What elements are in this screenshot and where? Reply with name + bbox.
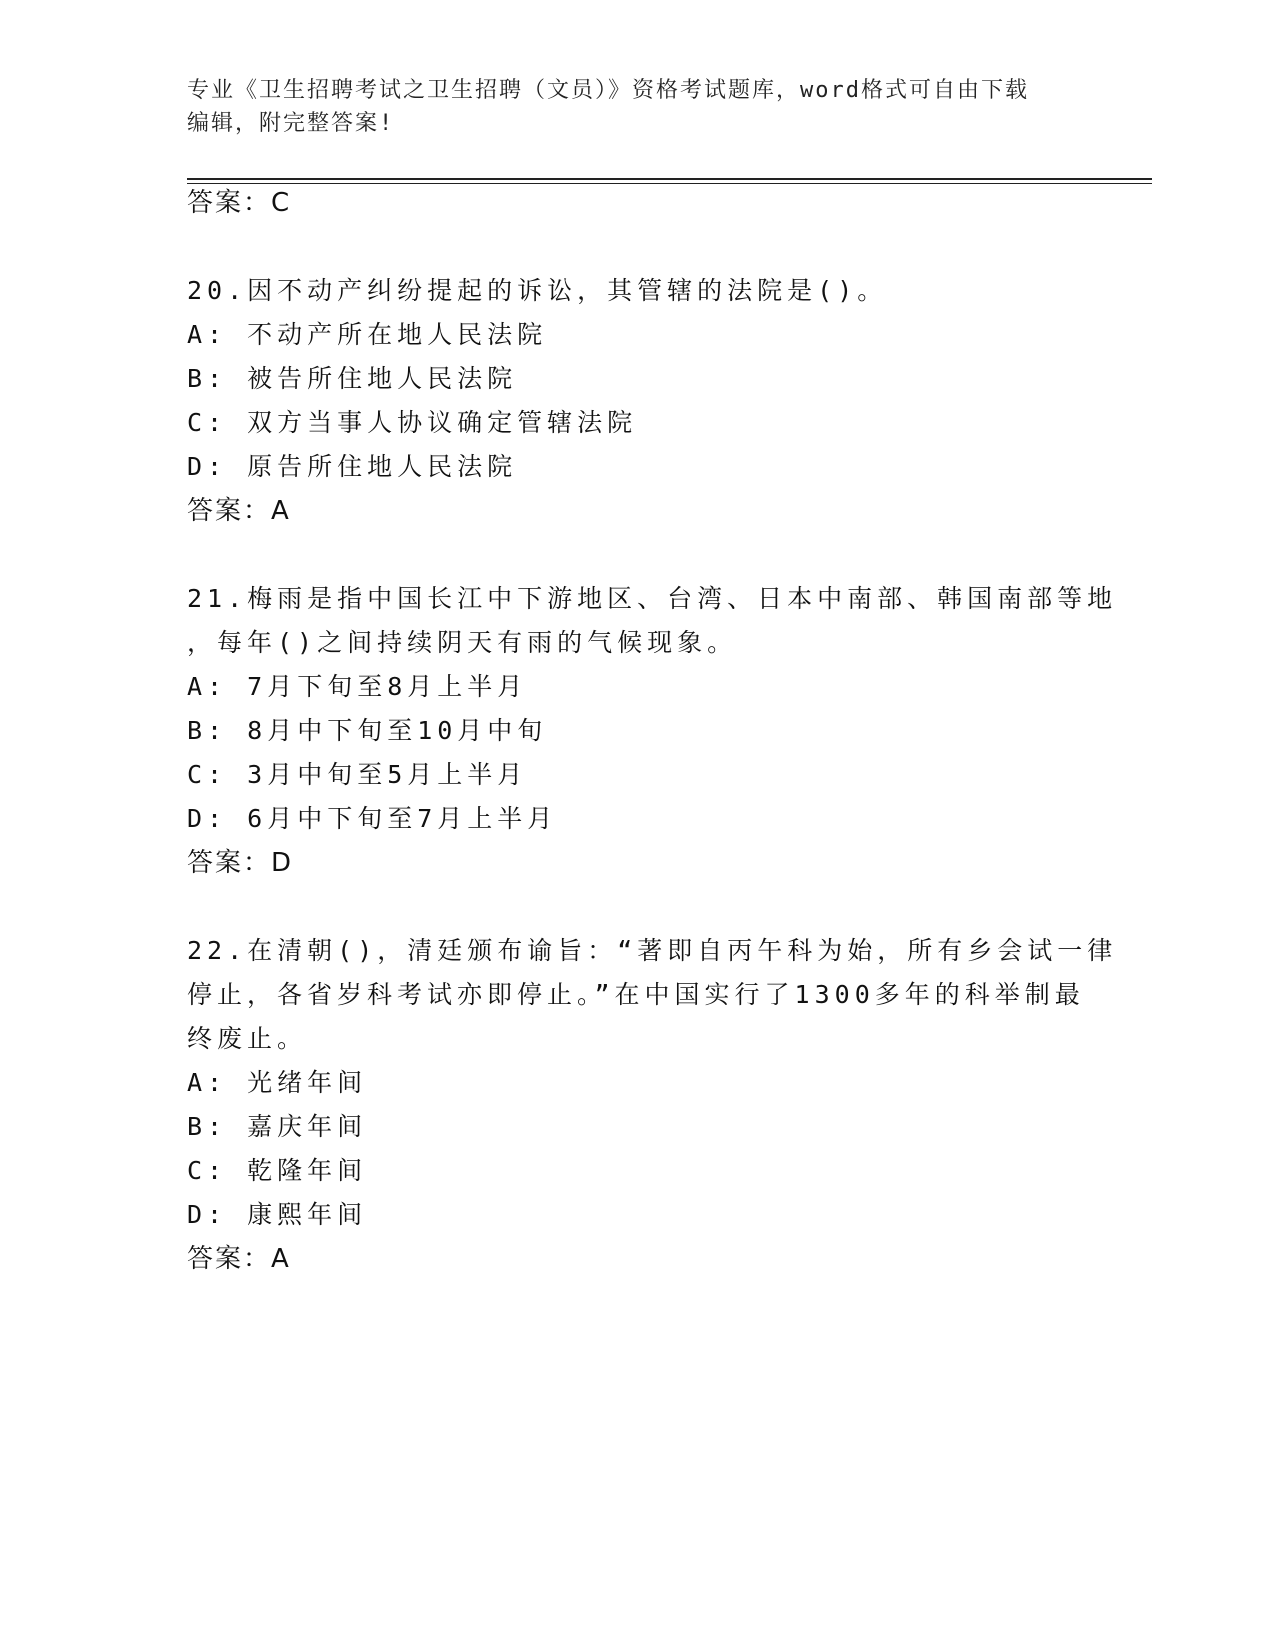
header-divider-thick (187, 178, 1152, 180)
question-22-option-b: B: 嘉庆年间 (187, 1112, 368, 1141)
question-22-option-a: A: 光绪年间 (187, 1068, 368, 1097)
question-22-option-c: C: 乾隆年间 (187, 1156, 368, 1185)
question-21-option-b: B: 8月中下旬至10月中旬 (187, 716, 548, 745)
question-22-text-line-1: 22.在清朝()，清廷颁布谕旨：“著即自丙午科为始，所有乡会试一律 (187, 936, 1118, 965)
question-22-option-d: D: 康熙年间 (187, 1200, 368, 1229)
document-header (187, 74, 1067, 140)
question-20-option-d: D: 原告所住地人民法院 (187, 452, 518, 481)
question-21-option-a: A: 7月下旬至8月上半月 (187, 672, 528, 701)
question-21-option-c: C: 3月中旬至5月上半月 (187, 760, 528, 789)
question-21-option-d: D: 6月中下旬至7月上半月 (187, 804, 558, 833)
header-divider-thin (187, 183, 1152, 184)
question-20-option-b: B: 被告所住地人民法院 (187, 364, 518, 393)
question-21-answer: 答案：D (187, 848, 294, 878)
question-20-answer: 答案：A (187, 496, 291, 526)
question-21-text-line-2: ，每年()之间持续阴天有雨的气候现象。 (187, 628, 738, 657)
question-20-option-a: A: 不动产所在地人民法院 (187, 320, 548, 349)
question-20-option-c: C: 双方当事人协议确定管辖法院 (187, 408, 638, 437)
header-line-2: 编辑，附完整答案! (187, 111, 395, 136)
question-22-text-line-2: 停止，各省岁科考试亦即停止。”在中国实行了1300多年的科举制最 (187, 980, 1085, 1009)
question-21-text-line-1: 21.梅雨是指中国长江中下游地区、台湾、日本中南部、韩国南部等地 (187, 584, 1118, 613)
previous-question-answer: 答案：C (187, 188, 292, 218)
question-22-text-line-3: 终废止。 (187, 1024, 308, 1053)
header-line-1: 专业《卫生招聘考试之卫生招聘（文员）》资格考试题库，word格式可自由下载 (187, 78, 1029, 103)
question-20-text: 20.因不动产纠纷提起的诉讼，其管辖的法院是()。 (187, 276, 888, 305)
question-22-answer: 答案：A (187, 1244, 291, 1274)
